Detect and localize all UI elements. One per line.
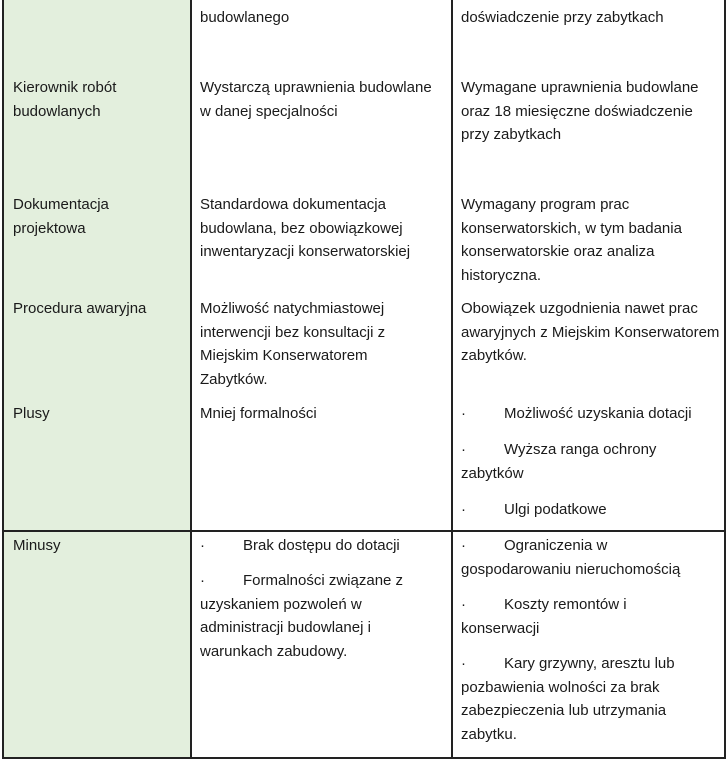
minusy-col2-item [200, 534, 445, 558]
row-label-minusy: Minusy [13, 537, 61, 554]
plusy-item-text: Możliwość uzyskania dotacji [504, 405, 692, 422]
bullet-dot: · [461, 655, 466, 672]
row-label-dokumentacja: Dokumentacja projektowa [13, 196, 109, 237]
procedura-col3-text: Obowiązek uzgodnienia nawet prac awaryjnych z Miejskim Konserwatorem zabytków. [461, 300, 720, 364]
column-divider-2 [451, 0, 453, 757]
top-col3-text: doświadczenie przy zabytkach [461, 9, 664, 26]
minusy-item-text: Brak dostępu do dotacji [243, 537, 400, 554]
kierownik-col3-text: Wymagane uprawnienia budowlane oraz 18 miesięczne doświadczenie przy zabytkach [461, 79, 699, 143]
plusy-col3-item [461, 402, 723, 426]
top-col2-text: budowlanego [200, 9, 290, 26]
bullet-dot: · [461, 596, 466, 613]
minusy-col2-item [200, 569, 420, 663]
column-divider-1 [190, 0, 192, 757]
bullet-dot: · [461, 501, 466, 518]
bullet-dot: · [461, 441, 466, 458]
minusy-item-text: Koszty remontów i konserwacji [461, 596, 627, 637]
plusy-col2-text: Mniej formalności [200, 405, 317, 422]
row-label-plusy: Plusy [13, 405, 50, 422]
dokumentacja-col2-text: Standardowa dokumentacja budowlana, bez obowiązkowej inwentaryzacji konserwatorskiej [200, 196, 411, 260]
minusy-col3-item [461, 534, 709, 581]
plusy-col3-item [461, 438, 676, 485]
row-label-kierownik: Kierownik robót budowlanych [13, 79, 117, 120]
row-divider-minusy [4, 530, 724, 532]
row-label-procedura: Procedura awaryjna [13, 300, 147, 317]
minusy-col3-item [461, 593, 661, 640]
bullet-dot: · [200, 537, 205, 554]
dokumentacja-col3-text: Wymagany program prac konserwatorskich, w tym badania konserwatorskie oraz analiza historyczna. [461, 196, 682, 284]
comparison-table [2, 0, 726, 759]
bullet-dot: · [461, 405, 466, 422]
minusy-item-text: Kary grzywny, aresztu lub pozbawienia wolności za brak zabezpieczenia lub utrzymania zabytku. [461, 655, 675, 743]
bullet-dot: · [200, 572, 205, 589]
plusy-item-text: Ulgi podatkowe [504, 501, 607, 518]
minusy-col3-item [461, 652, 706, 746]
minusy-item-text: Ograniczenia w gospodarowaniu nieruchomością [461, 537, 681, 578]
kierownik-col2-text: Wystarczą uprawnienia budowlane w danej specjalności [200, 79, 432, 120]
bullet-dot: · [461, 537, 466, 554]
plusy-col3-item [461, 498, 723, 522]
minusy-item-text: Formalności związane z uzyskaniem pozwoleń w administracji budowlanej i warunkach zabudowy. [200, 572, 404, 660]
plusy-item-text: Wyższa ranga ochrony zabytków [461, 441, 657, 482]
procedura-col2-text: Możliwość natychmiastowej interwencji bez konsultacji z Miejskim Konserwatorem Zabytków. [200, 300, 386, 388]
